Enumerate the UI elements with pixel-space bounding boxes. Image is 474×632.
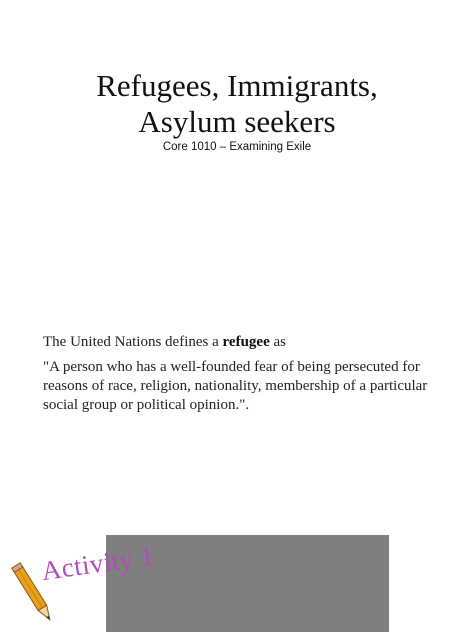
title-line-2: Asylum seekers <box>138 104 336 139</box>
activity-label: Activity 1 <box>39 540 157 587</box>
definition-intro-prefix: The United Nations defines a <box>43 334 223 350</box>
title-line-1: Refugees, Immigrants, <box>96 68 378 103</box>
slide-subtitle: Core 1010 – Examining Exile <box>162 141 312 153</box>
definition-term: refugee <box>222 334 270 350</box>
definition-intro-suffix: as <box>269 334 286 350</box>
slide-title <box>0 68 474 140</box>
refugee-definition <box>43 333 443 415</box>
definition-quote: "A person who has a well-founded fear of being persecuted for reasons of race, religion, nationality, membership of a particular social group or political opinion.". <box>43 359 428 413</box>
definition-intro <box>43 333 443 352</box>
